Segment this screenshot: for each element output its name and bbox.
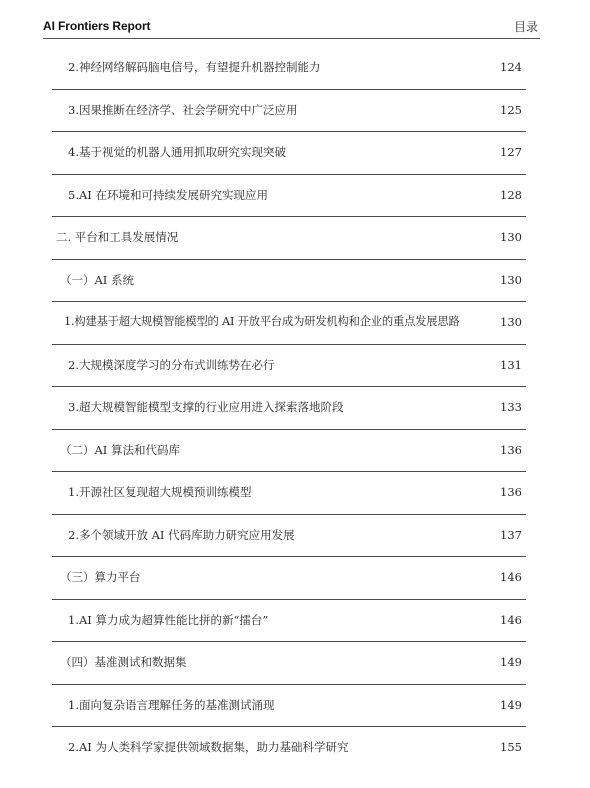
toc-entry-page: 149 bbox=[500, 655, 522, 669]
toc-entry-page: 127 bbox=[500, 145, 522, 159]
toc-entry[interactable] bbox=[52, 685, 526, 728]
toc-entry-page: 125 bbox=[500, 102, 522, 117]
toc-entry[interactable] bbox=[52, 600, 526, 643]
toc-entry[interactable] bbox=[52, 302, 526, 345]
toc-chapter-entry[interactable] bbox=[52, 217, 526, 260]
toc-entry-title: 2.多个领域开放 AI 代码库助力研究应用发展 bbox=[68, 527, 295, 542]
toc-entry-page: 130 bbox=[500, 272, 522, 287]
toc-entry[interactable] bbox=[52, 515, 526, 558]
toc-entry-title: 3.因果推断在经济学、社会学研究中广泛应用 bbox=[68, 102, 298, 117]
toc-entry-page: 128 bbox=[500, 187, 522, 202]
toc-entry-title: 1.开源社区复现超大规模预训练模型 bbox=[68, 485, 252, 499]
toc-entry-title: 3.超大规模智能模型支撑的行业应用进入探索落地阶段 bbox=[68, 400, 344, 414]
toc-entry-title: （四）基准测试和数据集 bbox=[60, 655, 187, 669]
toc-section-entry[interactable] bbox=[52, 557, 526, 600]
toc-entry-page: 133 bbox=[500, 400, 522, 414]
toc-entry-title: 二. 平台和工具发展情况 bbox=[56, 230, 179, 244]
toc-entry-page: 131 bbox=[500, 357, 522, 372]
toc-entry[interactable] bbox=[52, 47, 526, 90]
toc-entry[interactable] bbox=[52, 132, 526, 175]
toc-entry-page: 149 bbox=[500, 697, 522, 712]
toc-entry-title: （一）AI 系统 bbox=[60, 272, 135, 287]
section-name: 目录 bbox=[513, 20, 538, 34]
toc-section-entry[interactable] bbox=[52, 260, 526, 303]
toc-entry-title: 1.面向复杂语言理解任务的基准测试涌现 bbox=[68, 697, 275, 712]
toc-entry[interactable] bbox=[52, 90, 526, 133]
toc-entry[interactable] bbox=[52, 472, 526, 515]
toc-entry-page: 155 bbox=[500, 740, 522, 754]
toc-section-entry[interactable] bbox=[52, 642, 526, 685]
toc-entry[interactable] bbox=[52, 175, 526, 218]
toc-entry-page: 130 bbox=[500, 315, 522, 329]
toc-entry[interactable] bbox=[52, 387, 526, 430]
toc-entry-page: 136 bbox=[500, 442, 522, 457]
toc-entry-title: 2.AI 为人类科学家提供领域数据集，助力基础科学研究 bbox=[68, 740, 349, 754]
table-of-contents bbox=[52, 47, 526, 770]
toc-entry-title: 1.AI 算力成为超算性能比拼的新“擂台” bbox=[68, 612, 269, 627]
report-title: AI Frontiers Report bbox=[43, 19, 151, 33]
toc-entry-page: 124 bbox=[500, 60, 522, 74]
toc-entry-page: 146 bbox=[500, 570, 522, 584]
toc-entry-title: 2.神经网络解码脑电信号，有望提升机器控制能力 bbox=[68, 60, 321, 74]
toc-entry-title: 2.大规模深度学习的分布式训练势在必行 bbox=[68, 357, 275, 372]
toc-entry-page: 130 bbox=[500, 230, 522, 244]
toc-entry[interactable] bbox=[52, 727, 526, 770]
toc-entry-title: （二）AI 算法和代码库 bbox=[60, 442, 181, 457]
toc-entry-title: （三）算力平台 bbox=[60, 570, 141, 584]
toc-entry-title: 5.AI 在环境和可持续发展研究实现应用 bbox=[68, 187, 268, 202]
toc-entry-page: 146 bbox=[500, 612, 522, 627]
toc-entry-page: 136 bbox=[500, 485, 522, 499]
toc-section-entry[interactable] bbox=[52, 430, 526, 473]
toc-entry-title: 4.基于视觉的机器人通用抓取研究实现突破 bbox=[68, 145, 286, 159]
page-header bbox=[43, 12, 540, 39]
toc-entry[interactable] bbox=[52, 345, 526, 388]
toc-entry-title: 1.构建基于超大规模智能模型的 AI 开放平台成为研发机构和企业的重点发展思路 bbox=[64, 315, 460, 328]
toc-entry-page: 137 bbox=[500, 527, 522, 542]
